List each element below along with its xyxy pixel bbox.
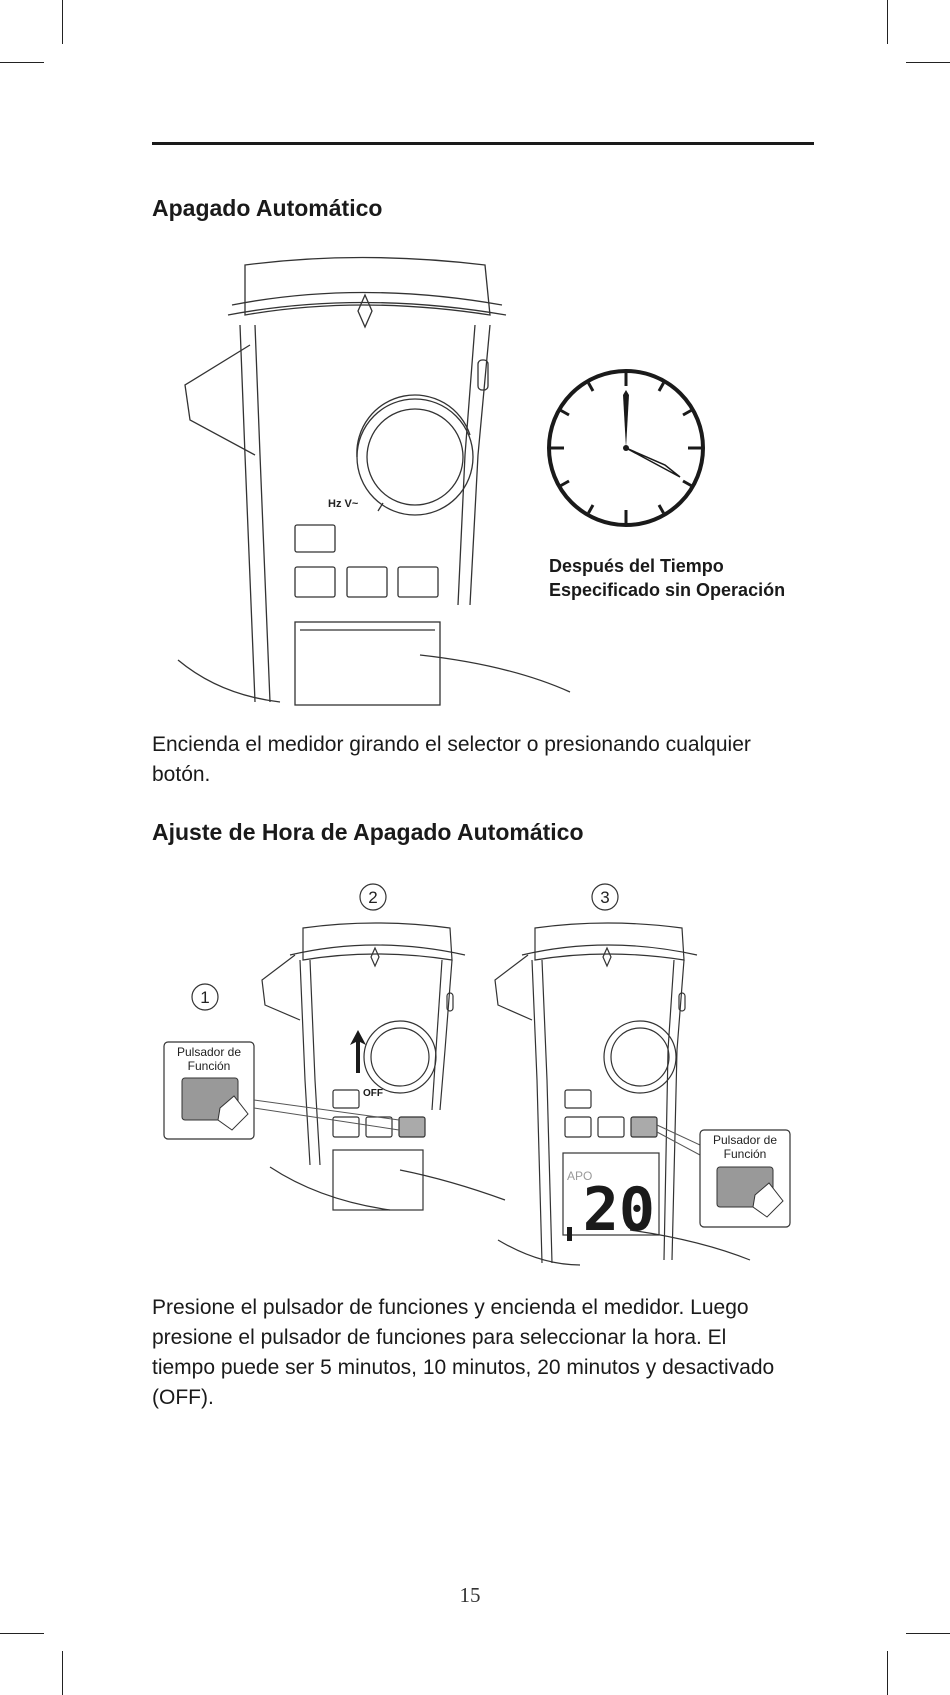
step-number-2 <box>360 884 386 910</box>
figure-auto-power-off <box>160 255 720 705</box>
svg-text:3: 3 <box>600 888 610 907</box>
crop-mark <box>0 62 44 63</box>
paragraph-auto-off-time: Presione el pulsador de funciones y encienda el medidor. Luego presione el pulsador de funciones para seleccionar la hora. El tiempo puede ser 5 minutos, 10 minutos, 20 minutos y desactivado (OFF). <box>152 1296 775 1409</box>
dial-off-label: OFF <box>363 1088 383 1099</box>
figure-auto-off-time-setting <box>160 880 800 1270</box>
header-rule <box>152 142 814 145</box>
svg-text:1: 1 <box>200 988 210 1007</box>
display-apo-indicator: APO <box>567 1169 593 1183</box>
svg-text:Pulsador de: Pulsador de <box>176 1045 242 1059</box>
crop-mark <box>0 1633 44 1634</box>
figure-caption-line: Después del Tiempo <box>549 556 724 576</box>
crop-mark <box>887 0 888 44</box>
svg-text:Función: Función <box>723 1147 767 1161</box>
step-number-1 <box>192 984 218 1010</box>
dial-function-label: Hz V~ <box>328 498 359 510</box>
svg-text:Función: Función <box>187 1059 231 1073</box>
clock-icon <box>549 371 703 525</box>
function-button-callout-right <box>657 1125 790 1227</box>
battery-icon <box>567 1227 572 1241</box>
crop-mark <box>887 1651 888 1695</box>
section-heading-auto-off-time: Ajuste de Hora de Apagado Automático <box>152 819 584 845</box>
figure-caption <box>549 554 785 602</box>
crop-mark <box>62 1651 63 1695</box>
svg-text:Pulsador de: Pulsador de <box>712 1133 778 1147</box>
clamp-meter-step-2 <box>262 923 505 1210</box>
figure-caption-line: Especificado sin Operación <box>549 580 786 600</box>
crop-mark <box>906 1633 950 1634</box>
crop-mark <box>62 0 63 44</box>
crop-mark <box>906 62 950 63</box>
page-number: 15 <box>459 1583 481 1607</box>
paragraph-auto-off: Encienda el medidor girando el selector o presionando cualquier botón. <box>152 733 751 786</box>
section-heading-auto-off: Apagado Automático <box>152 195 383 221</box>
rotate-arrow-icon <box>350 1030 366 1073</box>
svg-text:2: 2 <box>368 888 378 907</box>
clamp-meter-illustration <box>178 258 570 706</box>
step-number-3 <box>592 884 618 910</box>
display-value: 20 <box>582 1175 655 1245</box>
